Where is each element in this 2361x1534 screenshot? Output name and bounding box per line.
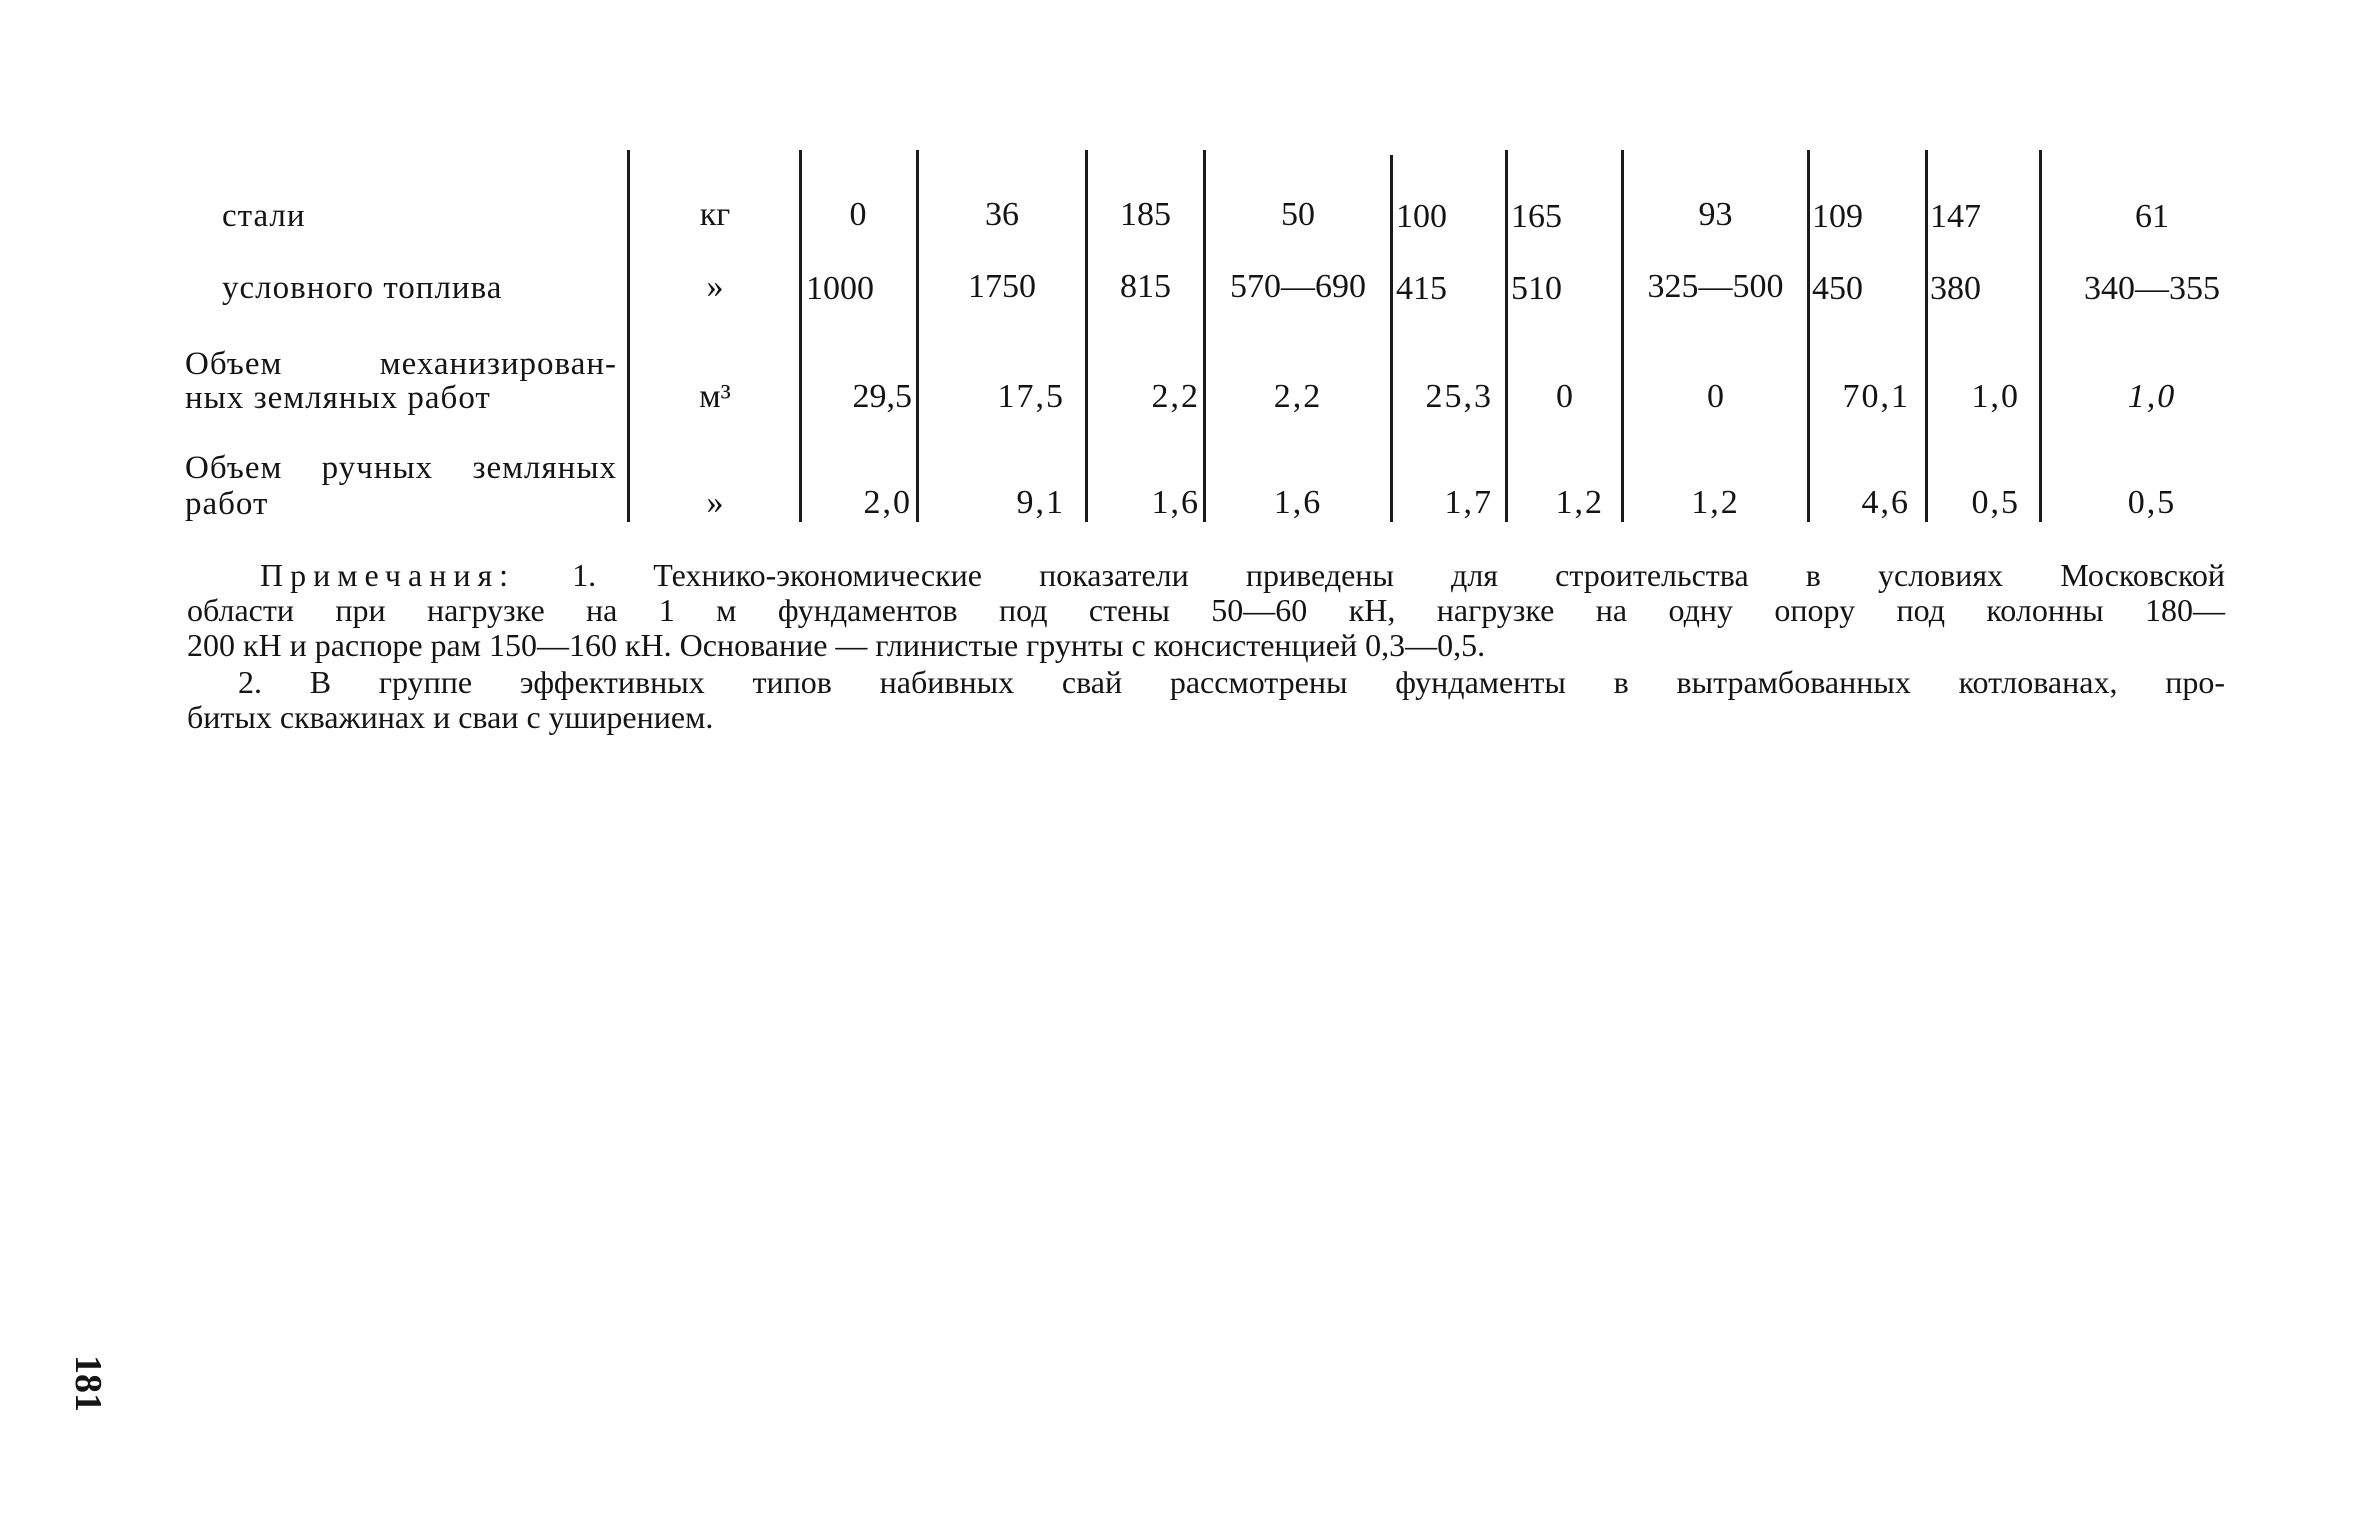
value-cell: 25,3 bbox=[1425, 378, 1493, 415]
note-1-line-3: 200 кН и распоре рам 150—160 кН. Основание — глинистые грунты с консистенцией 0,3—0,5. bbox=[187, 627, 1486, 663]
row-label: условного топлива bbox=[222, 270, 503, 306]
row-label: ных земляных работ bbox=[185, 380, 491, 416]
value-cell: 165 bbox=[1511, 198, 1562, 235]
value-cell: 340—355 bbox=[2084, 270, 2220, 307]
value-cell: 450 bbox=[1812, 270, 1863, 307]
note-1-line-2: области при нагрузке на 1 м фундаментов под стены 50—60 кН, нагрузке на одну опору под колонны 180— bbox=[187, 592, 2225, 628]
value-cell: 1000 bbox=[806, 270, 874, 307]
notes-heading: Примечания: bbox=[260, 557, 516, 593]
value-cell: 93 bbox=[1698, 196, 1733, 233]
value-cell: 70,1 bbox=[1842, 378, 1910, 415]
value-cell: 185 bbox=[1120, 196, 1171, 233]
table-rule bbox=[1807, 150, 1810, 522]
unit-cell: кг bbox=[699, 196, 731, 233]
note-2-line-1: 2. В группе эффективных типов набивных свай рассмотрены фундаменты в вытрамбованных котлованах, про- bbox=[238, 664, 2225, 700]
value-cell: 1,0 bbox=[1971, 378, 2020, 415]
table-rule bbox=[627, 150, 630, 522]
value-cell: 0,5 bbox=[1971, 484, 2020, 521]
value-cell: 29,5 bbox=[852, 378, 912, 415]
value-cell: 415 bbox=[1396, 270, 1447, 307]
value-cell: 1750 bbox=[968, 268, 1036, 305]
row-label: Объем ручных земляных bbox=[185, 450, 617, 486]
value-cell: 9,1 bbox=[1016, 484, 1065, 521]
value-cell: 510 bbox=[1511, 270, 1562, 307]
value-cell: 1,6 bbox=[1151, 484, 1200, 521]
row-label: работ bbox=[185, 486, 269, 522]
value-cell: 2,2 bbox=[1273, 378, 1323, 415]
value-cell: 1,6 bbox=[1273, 484, 1323, 521]
unit-cell: м³ bbox=[699, 378, 731, 415]
note-2-line-2: битых скважинах и сваи с уширением. bbox=[187, 699, 714, 735]
value-cell: 1,0 bbox=[2127, 378, 2177, 415]
value-cell: 1,7 bbox=[1444, 484, 1493, 521]
unit-cell: » bbox=[706, 268, 724, 305]
table-rule bbox=[1505, 150, 1508, 522]
value-cell: 1,2 bbox=[1555, 484, 1604, 521]
value-cell: 570—690 bbox=[1230, 268, 1366, 305]
value-cell: 50 bbox=[1281, 196, 1315, 233]
row-label: стали bbox=[222, 198, 306, 234]
note-1-line-1 bbox=[260, 558, 2225, 593]
table-rule bbox=[1390, 155, 1393, 522]
value-cell: 380 bbox=[1930, 270, 1981, 307]
value-cell: 147 bbox=[1930, 198, 1981, 235]
value-cell: 61 bbox=[2135, 198, 2169, 235]
value-cell: 4,6 bbox=[1861, 484, 1910, 521]
row-label: Объем механизирован- bbox=[185, 346, 617, 382]
value-cell: 2,2 bbox=[1151, 378, 1200, 415]
value-cell: 0 bbox=[1556, 378, 1573, 415]
value-cell: 0,5 bbox=[2127, 484, 2177, 521]
value-cell: 0 bbox=[849, 196, 867, 233]
table-rule bbox=[1925, 150, 1928, 522]
value-cell: 815 bbox=[1120, 268, 1171, 305]
value-cell: 2,0 bbox=[863, 484, 912, 521]
value-cell: 17,5 bbox=[997, 378, 1065, 415]
value-cell: 325—500 bbox=[1647, 268, 1784, 305]
note-1-text: 1. Технико-экономические показатели приведены для строительства в условиях Московской bbox=[572, 557, 2226, 593]
page-number: 181 bbox=[67, 1355, 109, 1412]
value-cell: 0 bbox=[1707, 378, 1724, 415]
value-cell: 109 bbox=[1812, 198, 1863, 235]
value-cell: 36 bbox=[985, 196, 1019, 233]
value-cell: 100 bbox=[1396, 198, 1447, 235]
value-cell: 1,2 bbox=[1691, 484, 1740, 521]
unit-cell: » bbox=[706, 484, 724, 521]
